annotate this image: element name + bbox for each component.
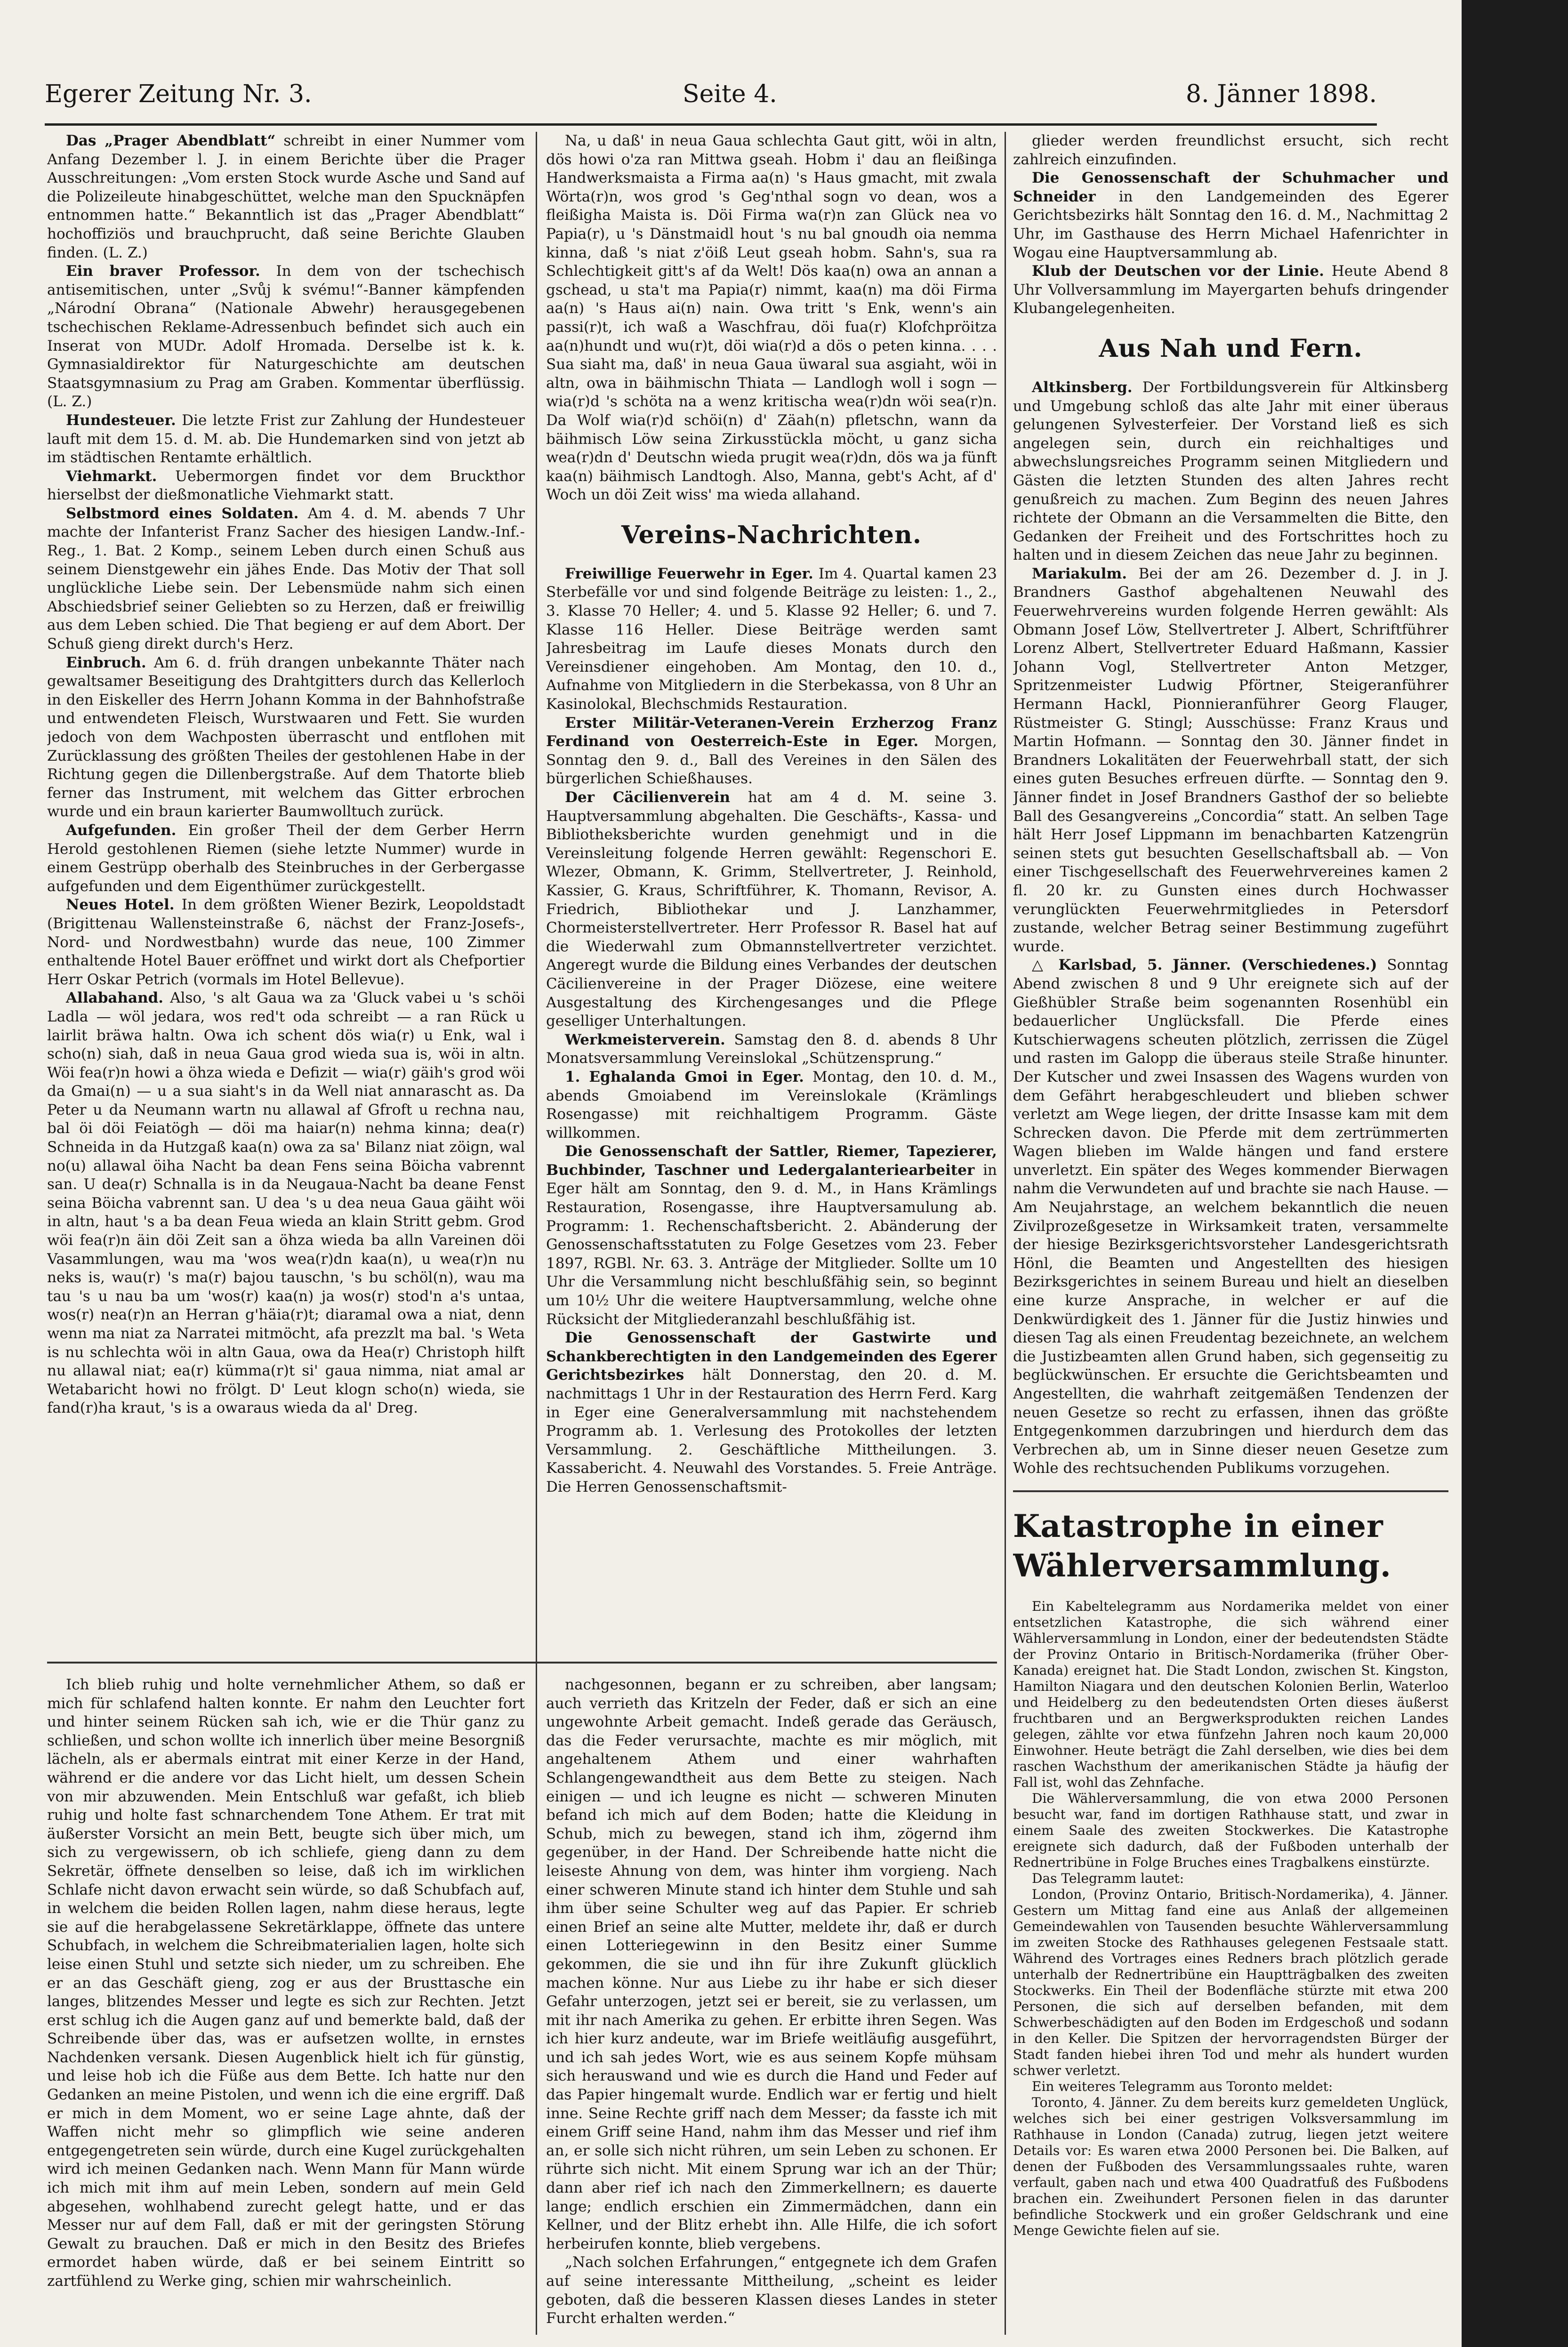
- paragraph-text: Am 6. d. früh drangen unbekannte Thäter nach gewaltsamer Beseitigung des Drahtgitters durch das Kellerloch in den Eiskeller des Herrn Johann Komma in der Bahnhofstraße und entwendeten Fleisch, Wurstwaaren und Fett. Sie wurden jedoch von dem Wachposten überrascht und entflohen mit Zurücklassung des größten Theiles der gestohlenen Habe in der Richtung gegen die Dillenbergstraße. Auf dem Thatorte blieb ferner das Instrument, mit welchem das Gitter erbrochen wurde und ein braun karierter Baumwolltuch zurück.: [47, 654, 525, 820]
- paragraph-heading: Allabahand.: [66, 989, 164, 1007]
- section-title-nah-fern: Aus Nah und Fern.: [1099, 334, 1363, 363]
- paragraph-text: Toronto, 4. Jänner. Zu dem bereits kurz gemeldeten Unglück, welches sich bei einer gestrigen Volksversammlung im Rathhause in London (Canada) zutrug, liegen jetzt weitere Details vor: Es waren etwa 2000 Personen bei. Die Balken, auf denen der Fußboden des Versammlungssaales ruhte, waren verfault, gaben nach und etwa 400 Quadratfuß des Fußbodens brachen ein. Zweihundert Personen fielen in das darunter befindliche Stockwerk und ein großer Geldschrank und eine Menge Gewichte fielen auf sie.: [1013, 2094, 1448, 2238]
- paragraph: [546, 1031, 997, 1068]
- paragraph-text: Samstag den 8. d. abends 8 Uhr Monatsversammlung Vereinslokal „Schützensprung.“: [546, 1031, 997, 1067]
- paragraph-text: Heute Abend 8 Uhr Vollversammlung im Mayergarten behufs dringender Klubangelegenheiten.: [1013, 263, 1448, 317]
- paragraph: [1013, 2079, 1448, 2095]
- paragraph-text: hat am 4 d. M. seine 3. Hauptversammlung abgehalten. Die Geschäfts-, Kassa- und Bibliotheksberichte wurden genehmigt und in die Vereinsleitung folgende Herren gewählt: Regenschori E. Wlezer, Obmann, K. Grimm, Stellvertreter, J. Reinhold, Kassier, G. Kraus, Schriftführer, K. Thomann, Revisor, A. Friedrich, Bibliothekar und J. Lanzhammer, Chormeisterstellvertreter. Herr Professor R. Basel hat auf die Wiederwahl zum Obmannstellvertreter verzichtet. Angeregt wurde die Bildung eines Verbandes der deutschen Cäcilienvereine in der Prager Diözese, eine weitere Ausgestaltung des Kirchengesanges und die Pflege geselliger Unterhaltungen.: [546, 789, 997, 1030]
- paragraph: [546, 1142, 997, 1329]
- paragraph: [1013, 956, 1448, 1478]
- paragraph-text: London, (Provinz Ontario, Britisch-Nordamerika), 4. Jänner. Gestern um Mittag fand eine aus Anlaß der allgemeinen Gemeindewahlen von Tausenden besuchte Wählerversammlung im zweiten Stocke des Rathhauses gelegenen Festsaale statt. Während des Vortrages eines Redners brach plötzlich gerade unterhalb der Rednertribüne ein Hauptträgbalken des zweiten Stockwerks. Ein Theil der Bodenfläche stürzte mit etwa 200 Personen, die sich auf derselben befanden, mit dem Schwerbeschädigten auf den Boden im Erdgeschoß und sodann in den Keller. Die Spitzen der hervorragendsten Bürger der Stadt fanden hiebei ihren Tod und mehr als hundert wurden schwer verletzt.: [1013, 1886, 1448, 2078]
- paragraph-text: in Eger hält am Sonntag, den 9. d. M., in Hans Krämlings Restauration, Rosengasse, ihre Hauptversamulung ab. Programm: 1. Rechenschaftsbericht. 2. Abänderung der Genossenschaftsstatuten zu Folge Gesetzes vom 23. Feber 1897, RGBl. Nr. 63. 3. Anträge der Mitglieder. Sollte um 10 Uhr die Versammlung nicht beschlußfähig sein, so beginnt um 10½ Uhr die weitere Hauptversammlung, welche ohne Rücksicht der Mitgliederanzahl beschlußfähig ist.: [546, 1161, 997, 1328]
- paragraph-heading: △ Karlsbad, 5. Jänner. (Verschiedenes.): [1032, 956, 1377, 974]
- section-title-katastrophe: Katastrophe in einer Wählerversammlung.: [1013, 1507, 1391, 1584]
- paragraph: [47, 821, 525, 896]
- paragraph: [546, 714, 997, 788]
- paragraph-heading: Die Genossenschaft der Schuhmacher und Schneider: [1013, 169, 1448, 205]
- dialect-article-continued: [546, 132, 997, 505]
- paragraph-text: Die letzte Frist zur Zahlung der Hundesteuer lauft mit dem 15. d. M. ab. Die Hundemarken sind von jetzt ab im städtischen Rentamte erhältlich.: [47, 411, 525, 466]
- paragraph-heading: Klub der Deutschen vor der Linie.: [1032, 263, 1324, 280]
- paragraph: [47, 505, 525, 654]
- paragraph-heading: Erster Militär-Veteranen-Verein Erzherzog Franz Ferdinand von Oesterreich-Este in Eger.: [546, 714, 997, 750]
- paragraph: [546, 1329, 997, 1496]
- issue-date: 8. Jänner 1898.: [1186, 80, 1377, 108]
- section-title-vereins: Vereins-Nachrichten.: [621, 520, 922, 549]
- paragraph-heading: Selbstmord eines Soldaten.: [66, 505, 299, 522]
- column-divider-2: [1005, 132, 1006, 2335]
- paragraph: [546, 2253, 997, 2328]
- paragraph-text: Ein weiteres Telegramm aus Toronto meldet:: [1032, 2078, 1333, 2094]
- paragraph: [1013, 1599, 1448, 1791]
- paragraph-heading: Werkmeisterverein.: [565, 1031, 725, 1048]
- paragraph-heading: Die Genossenschaft der Sattler, Riemer, Tapezierer, Buchbinder, Taschner und Ledergalanteriearbeiter: [546, 1143, 997, 1179]
- paragraph: [546, 788, 997, 1031]
- paragraph-text: Ein großer Theil der dem Gerber Herrn Herold gestohlenen Riemen (siehe letzte Nummer) wurde in einem Gestrüpp oberhalb des Steinbruches in der Gerbergasse aufgefunden und dem Eigenthümer zurückgestellt.: [47, 821, 525, 895]
- feuilleton-right: [546, 1676, 997, 2335]
- column-divider-1: [536, 132, 537, 2335]
- paragraph-text: hält Donnerstag, den 20. d. M. nachmittags 1 Uhr in der Restauration des Herrn Ferd. Karg in Eger eine Generalversammlung mit nachstehendem Programm ab. 1. Verlesung des Protokolles der letzten Versammlung. 2. Geschäftliche Mittheilungen. 3. Kassabericht. 4. Neuwahl des Vorstandes. 5. Freie Anträge. Die Herren Genossenschaftsmit-: [546, 1366, 997, 1495]
- column-local-news: [47, 132, 525, 1655]
- scan-border: [1462, 0, 1568, 2347]
- paragraph: [546, 1676, 997, 2253]
- paragraph: [1013, 132, 1448, 169]
- paragraph: [47, 896, 525, 989]
- paragraph-text: In dem von der tschechisch antisemitischen, unter „Svůj k svému!“-Banner kämpfenden „Národní Obrana“ (Nationale Abwehr) herausgegebenen tschechischen Reklame-Adressenbuch befindet sich auch ein Inserat von MUDr. Adolf Hromada. Derselbe ist k. k. Gymnasialdirektor für Naturgeschichte am deutschen Staatsgymnasium zu Prag am Graben. Kommentar überflüssig. (L. Z.): [47, 263, 525, 410]
- paragraph: [47, 989, 525, 1418]
- paragraph-heading: Mariakulm.: [1032, 565, 1127, 582]
- paragraph: [1013, 2095, 1448, 2239]
- paragraph: [546, 132, 997, 505]
- paragraph-text: In dem größten Wiener Bezirk, Leopoldstadt (Brigittenau Wallensteinstraße 6, nächst der Franz-Josefs-, Nord- und Nordwestbahn) wurde das neue, 100 Zimmer enthaltende Hotel Bauer eröffnet und wirkt dort als Chefportier Herr Oskar Petrich (vormals im Hotel Bellevue).: [47, 896, 525, 988]
- paragraph-text: „Nach solchen Erfahrungen,“ entgegnete ich dem Grafen auf seine interessante Mittheilung, „scheint es leider geboten, daß die besseren Klassen dieses Landes in steter Furcht erhalten werden.“: [546, 2254, 997, 2327]
- paragraph: [546, 565, 997, 714]
- paragraph: [47, 262, 525, 411]
- paragraph: [546, 1068, 997, 1142]
- paragraph: [47, 654, 525, 821]
- paragraph: [1013, 1871, 1448, 1887]
- paragraph-text: glieder werden freundlichst ersucht, sich recht zahlreich einzufinden.: [1013, 132, 1448, 168]
- paragraph-text: Sonntag Abend zwischen 8 und 9 Uhr ereignete sich auf der Gießhübler Straße beim sogenannten Rosenhübl ein bedauerlicher Unglücksfall. Die Pferde eines Kutschierwagens scheuten plötzlich, zerrissen die Zügel und rasten im Galopp die überaus steile Straße hinunter. Der Kutscher und zwei Insassen des Wagens wurden von dem Gefährt herabgeschleudert und blieben schwer verletzt am Wege liegen, der dritte Insasse kam mit dem Schrecken davon. Die Pferde mit dem zertrümmerten Wagen blieben im Walde hängen und fand erstere unverletzt. Ein später des Weges kommender Bierwagen nahm die Verwundeten auf und brachte sie nach Hause. — Am Neujahrstage, an welchem bekanntlich die neuen Zivilprozeßgesetze in Wirksamkeit traten, versammelte der hiesige Bezirksgerichtsvorsteher Landesgerichtsrath Hönl, die Beamten und Angestellten des hiesigen Bezirksgerichtes in seinem Bureau und hielt an dieselben eine kurze Ansprache, in welcher er auf die Denkwürdigkeit des 1. Jänner für die Justiz hinwies und diesen Tag als einen Freudentag bezeichnete, an welchem die Justizbeamten allen Grund haben, sich gegenseitig zu beglückwünschen. Er ersuchte die Gerichtsbeamten und Angestellten, die wahrhaft zeitgemäßen Tendenzen der neuen Gesetze so recht zu erfassen, ihnen das größte Entgegenkommen darzubringen und hierdurch dem das Verbrechen ab, um in Sinne dieser neuen Gesetze zum Wohle des rechtsuchenden Publikums vorzugehen.: [1013, 956, 1448, 1477]
- paragraph-text: Uebermorgen findet vor dem Bruckthor hierselbst der dießmonatliche Viehmarkt statt.: [47, 467, 525, 504]
- paragraph: [1013, 1887, 1448, 2079]
- paragraph: [47, 411, 525, 467]
- announcements-continued: [1013, 132, 1448, 318]
- paragraph: [1013, 378, 1448, 565]
- paragraph: [1013, 565, 1448, 956]
- paragraph-heading: Das „Prager Abendblatt“: [66, 132, 276, 149]
- paragraph: [47, 132, 525, 262]
- paragraph-text: Ich blieb ruhig und holte vernehmlicher Athem, so daß er mich für schlafend halten konnte. Er nahm den Leuchter fort und hinter seinem Rücken sah ich, wie er die Thür ganz zu schließen, und schon wollte ich innerlich über meine Besorgniß lächeln, als er abermals eintrat mit einer Kerze in der Hand, während er die andere vor das Licht hielt, um dessen Schein von mir abzuwenden. Mein Entschluß war gefaßt, ich blieb ruhig und holte fast schnarchendem Tone Athem. Er trat mit äußerster Vorsicht an mein Bett, beugte sich über mich, um sich zu vergewissern, ob ich schliefe, gieng dann zu dem Sekretär, öffnete denselben so leise, daß ich im wirklichen Schlafe nicht davon erwacht sein würde, so daß Schubfach auf, in welchem die beiden Rollen lagen, nahm diese heraus, legte sie auf die herabgelassene Sekretärklappe, öffnete das untere Schubfach, in welchem die Schreibmaterialien lagen, holte sich leise einen Stuhl und setzte sich nieder, um zu schreiben. Ehe er an das Geschäft gieng, zog er aus der Brusttasche ein langes, blitzendes Messer und legte es sich zur Rechten. Jetzt erst schlug ich die Augen ganz auf und bemerkte bald, daß der Schreibende über das, was er aufsetzen wollte, in ernstes Nachdenken versank. Diesen Augenblick hielt ich für günstig, und leise hob ich die Füße aus dem Bette. Ich hatte nur den Gedanken an meine Pistolen, und wenn ich die eine ergriff. Daß er mich in dem Moment, wo er seine Lage ahnte, daß der Waffen nicht mehr so glimpflich wie seine anderen entgegengetreten sein würde, durch eine Kugel zurückgehalten wird ich meinen Gedanken nach. Wenn Mann für Mann würde ich mich mit ihm auf mein Leben, sondern auf mein Geld abgesehen, wohlhabend zurecht gelegt hatte, und er das Messer nur auf dem Fall, daß er mit der geringsten Störung Gewalt zu brauchen. Daß er mich in den Besitz des Briefes ermordet haben würde, daß er bei seinem Eintritt so zartfühlend zu Werke ging, schien mir wahrscheinlich.: [47, 1676, 525, 2290]
- paragraph-heading: 1. Eghalanda Gmoi in Eger.: [565, 1068, 804, 1085]
- paragraph-heading: Viehmarkt.: [66, 467, 157, 485]
- page-number: Seite 4.: [683, 80, 777, 108]
- katastrophe-article: [1013, 1599, 1448, 2239]
- header-rule: [45, 123, 1377, 126]
- paragraph-heading: Aufgefunden.: [66, 821, 177, 839]
- paragraph: [47, 1676, 525, 2291]
- vereins-nachrichten: [546, 565, 997, 1497]
- paragraph-heading: Die Genossenschaft der Gastwirte und Schankberechtigten in den Landgemeinden des Egerer Gerichtsbezirkes: [546, 1329, 997, 1384]
- paragraph: [47, 467, 525, 505]
- paragraph-heading: Freiwillige Feuerwehr in Eger.: [565, 565, 813, 582]
- paragraph-text: Montag, den 10. d. M., abends Gmoiabend im Vereinslokale (Krämlings Rosengasse) mit reichhaltigem Programm. Gäste willkommen.: [546, 1068, 997, 1141]
- aus-nah-und-fern: [1013, 378, 1448, 1478]
- paragraph-text: Im 4. Quartal kamen 23 Sterbefälle vor und sind folgende Beiträge zu leisten: 1., 2., 3. Klasse 70 Heller; 4. und 5. Klasse 92 Heller; 6. und 7. Klasse 116 Heller. Diese Beiträge werden samt Jahresbeitrag im Laufe dieses Monats durch den Vereinsdiener eingehoben. Am Montag, den 10. d., Aufnahme von Mitgliedern in die Sterbekassa, von 8 Uhr an Kasinolokal, Blechschmids Restauration.: [546, 565, 997, 713]
- paragraph-text: in den Landgemeinden des Egerer Gerichtsbezirks hält Sonntag den 16. d. M., Nachmittag 2 Uhr, im Gasthause des Herrn Michael Hafenrichter in Wogau eine Hauptversammlung ab.: [1013, 188, 1448, 261]
- feuilleton-rule: [47, 1662, 997, 1664]
- column-right: [1013, 132, 1448, 2335]
- paragraph-heading: Einbruch.: [66, 654, 146, 671]
- paragraph-heading: Altkinsberg.: [1032, 378, 1133, 396]
- paragraph-text: Das Telegramm lautet:: [1032, 1870, 1184, 1886]
- paragraph-text: Die Wählerversammlung, die von etwa 2000 Personen besucht war, fand im dortigen Rathhause statt, und zwar in einem Saale des zweiten Stockwerkes. Die Katastrophe ereignete sich dadurch, daß der Fußboden unterhalb der Rednertribüne in Folge Bruches eines Tragbalkens einstürzte.: [1013, 1790, 1448, 1870]
- paragraph: [1013, 1791, 1448, 1871]
- paragraph: [1013, 262, 1448, 318]
- paragraph-text: schreibt in einer Nummer vom Anfang Dezember l. J. in einem Berichte über die Prager Ausschreitungen: „Vom ersten Stock wurde Asche und Sand auf die Polizeileute hinabgeschüttet, welche man den Spucknäpfen entnommen hatte.“ Bekanntlich ist das „Prager Abendblatt“ hochoffiziös und brauchprucht, daß seine Berichte Glauben finden. (L. Z.): [47, 132, 525, 261]
- page-header: [45, 80, 1377, 122]
- paragraph-text: Morgen, Sonntag den 9. d., Ball des Vereines in den Sälen des bürgerlichen Schießhauses.: [546, 733, 997, 788]
- paragraph-text: Ein Kabeltelegramm aus Nordamerika meldet von einer entsetzlichen Katastrophe, die sich während einer Wählerversammlung in London, einer der bedeutendsten Städte der Provinz Ontario in Britisch-Nordamerika (früher Ober-Kanada) ereignet hat. Die Stadt London, zwischen St. Kingston, Hamilton Niagara und den deutschen Kolonien Berlin, Waterloo und Heidelberg zu den bedeutendsten Orten dieses äußerst fruchtbaren und an Bergwerksprodukten reichen Landes gelegen, zählte vor etwa fünfzehn Jahren noch kaum 20,000 Einwohner. Heute beträgt die Zahl derselben, wie dies bei dem raschen Wachsthum der amerikanischen Städte ja häufig der Fall ist, wohl das Zehnfache.: [1013, 1598, 1448, 1790]
- column-middle: [546, 132, 997, 1655]
- paragraph-text: Der Fortbildungsverein für Altkinsberg und Umgebung schloß das alte Jahr mit einer überaus gelungenen Sylvesterfeier. Der Vorstand ließ es sich angelegen sein, durch ein reichhaltiges und abwechslungsreiches Programm seinen Mitgliedern und Gästen die letzten Stunden des alten Jahres recht genußreich zu machen. Zum Beginn des neuen Jahres richtete der Obmann an die Versammelten die Bitte, den Gedanken der Freiheit und des Fortschrittes hoch zu halten und in diesem Zeichen das neue Jahr zu beginnen.: [1013, 378, 1448, 564]
- paragraph-text: Na, u daß' in neua Gaua schlechta Gaut gitt, wöi in altn, dös howi o'za ran Mittwa gseah. Hobm i' dau an fleißinga Handwerksmaista a Firma aa(n) 's Haus gmacht, mit zwala Wörta(r)n, wos grod 's Geg'nthal sogn vo dean, wos a fleißigha Maista is. Döi Firma wa(r)n zan Glück nea vo Papia(r), u 's Dänstmaidl hout 's nu bal gnoudh oia nemma kinna, daß 's niat z'öiß Leut gseah hobm. Sahn's, sua ra Schlechtigkeit gitt's af da Welt! Dös kaa(n) owa an annan a gschead, u sta't ma Papia(r) nimmt, kaa(n) ma döi Firma aa(n) 's Haus ai(n) nain. Owa tritt 's Enk, wenn's ain passi(r)t, ich waß a Waschfrau, döi fua(r) Klofchpröitza aa(n)hundt und wu(r)t, döi wia(r)d a dös o peten kinna. . . . Sua siaht ma, daß' in neua Gaua üwaral sua asgiaht, wöi in altn, owa in bäihmischn Thiata — Landlogh woll i sogn — wia(r)d 's schöta na a wenz kritischa wea(r)dn wöi sea(r)n. Da Wolf wia(r)d schöi(n) d' Zäah(n) pfletschn, wann da bäihmisch Löw seina Zirkusstückla möcht, u ganz sicha wea(r)dn d' Deutschn wieda prugit wea(r)dn, dös wa ja fünft kaa(n) bäihmisch Landtogh. Also, Manna, gebt's Acht, af d' Woch un döi Zeit wiss' ma wieda allahand.: [546, 132, 997, 504]
- paragraph-heading: Neues Hotel.: [66, 896, 175, 914]
- newspaper-title: Egerer Zeitung Nr. 3.: [45, 80, 312, 108]
- paragraph: [1013, 169, 1448, 262]
- article-divider: [1013, 1490, 1448, 1492]
- paragraph-text: nachgesonnen, begann er zu schreiben, aber langsam; auch verrieth das Kritzeln der Feder, daß er sich an eine ungewohnte Arbeit gemacht. Indeß gerade das Geräusch, das die Feder verursachte, machte es mir möglich, mit angehaltenem Athem und einer wahrhaften Schlangengewandtheit aus dem Bette zu steigen. Nach einigen — und ich leugne es nicht — schweren Minuten befand ich mich auf dem Boden; hatte die Kleidung in Schub, mich zu bewegen, stand ich ihm, zögernd ihm gegenüber, in der Hand. Der Schreibende hatte nicht die leiseste Ahnung von dem, was hinter ihm vorgieng. Nach einer schweren Minute stand ich hinter dem Stuhle und sah ihm über seine Schulter weg auf das Papier. Er schrieb einen Brief an seine alte Mutter, meldete ihr, daß er durch einen Lotteriegewinn in den Besitz einer Summe gekommen, die sie und ihn für ihre Zukunft glücklich machen könne. Nur aus Liebe zu ihr habe er sich dieser Gefahr unterzogen, jetzt sei er bereit, sie zu verlassen, um mit ihr nach Amerika zu gehen. Er erbitte ihren Segen. Was ich hier kurz andeute, war im Briefe weitläufig ausgeführt, und ich sah jedes Wort, wie es aus seinem Kopfe mühsam sich herauswand und wie es durch die Hand und Feder auf das Papier hingemalt wurde. Endlich war er fertig und hielt inne. Seine Rechte griff nach dem Messer; da fasste ich mit einem Griff seine Hand, nahm ihm das Messer und rief ihm an, er solle sich nicht rühren, um sein Leben zu schonen. Er rührte sich nicht. Mit einem Sprung war ich an der Thür; dann aber rief ich nach den Zimmerkellnern; es dauerte lange; endlich erschien ein Zimmermädchen, dann ein Kellner, und der Blitz erhebt ihn. Alle Hilfe, die ich sofort herbeirufen konnte, blieb vergebens.: [546, 1676, 997, 2252]
- feuilleton-left: [47, 1676, 525, 2335]
- paragraph-text: Am 4. d. M. abends 7 Uhr machte der Infanterist Franz Sacher des hiesigen Landw.-Inf.-Reg., 1. Bat. 2 Komp., seinem Leben durch einen Schuß aus seinem Dienstgewehr ein jähes Ende. Das Motiv der That soll unglückliche Liebe sein. Der Lebensmüde nahm sich einen Abschiedsbrief seiner Geliebten so zu Herzen, daß er freiwillig aus dem Leben schied. Die That begieng er auf dem Abort. Der Schuß gieng direkt durch's Herz.: [47, 505, 525, 653]
- paragraph-heading: Hundesteuer.: [66, 411, 176, 429]
- paragraph-heading: Ein braver Professor.: [66, 263, 260, 280]
- paragraph-text: Also, 's alt Gaua wa za 'Gluck vabei u 's schöi Ladla — wöl jedara, wos red't oda schreibt — a ran Rück u lairlit bräwa haltn. Owa ich schent dös wia(r) u Enk, wal i scho(n) siah, daß in neua Gaua grod wieda sua is, wöi in altn. Wöi fea(r)n howi a öhza wieda e Defizit — wia(r) gäih's grod wöi da Gmai(n) — u a sua siaht's in da Well niat annarascht as. Da Peter u da Neumann wartn nu allawal af Gfroft u rechna nau, bal öi döi Feiatögh — döi ma haiar(n) nehma kinna; dea(r) Schneida in da Hutzgaß kaa(n) owa za sa' Bilanz niat zöign, wal no(u) allawal öiha Nacht ba dean Fens seina Böicha vabrennt san. U dea(r) Schnalla is in da Neugaua-Nacht ba deane Fenst seina Böicha vabrennt san. U dea 's u dea neua Gaua gäiht wöi in altn, haut 's a ba dean Feua wieda an klain Stritt gebm. Grod wöi fea(r)n äin döi Zeit san a öhza wieda ba alln Vareinen döi Vasammlungen, wau ma 'wos wea(r)dn kaa(n), u wea(r)n nu neks is, wau(r) 's ma(r) bajou tauschn, 's bu schöl(n), wau ma tau 's u nau ba um 'wos(r) kaa(n) ja wos(r) stod'n a's untaa, wos(r) nea(r)n an Herran g'häia(r)t; diaramal owa a niat, denn wenn ma niat za Narratei mitmöcht, afa prezzlt ma bal. 's Weta is nu schlechta wöi in altn Gaua, owa da Hea(r) Christoph hilft nu allawal niat; ea(r) kümma(r)t si' gaua nimma, niat amal ar Wetabaricht howi no frölgt. D' Leut klogn scho(n) wieda, sie fand(r)ha kraut, 's is a owaraus wieda da al' Dreg.: [47, 989, 525, 1417]
- paragraph-heading: Der Cäcilienverein: [565, 789, 731, 806]
- paragraph-text: Bei der am 26. Dezember d. J. in J. Brandners Gasthof abgehaltenen Neuwahl des Feuerwehrvereins wurden folgende Herren gewählt: Als Obmann Josef Löw, Stellvertreter J. Albert, Schriftführer Lorenz Albert, Stellvertreter Eduard Haßmann, Kassier Johann Vogl, Stellvertreter Anton Metzger, Spritzenmeister Ludwig Pförtner, Steigeranführer Hermann Hackl, Pionnieranführer Georg Flauger, Rüstmeister G. Stingl; Ausschüsse: Franz Kraus und Martin Hofmann. — Sonntag den 30. Jänner findet in Brandners Lokalitäten der Feuerwehrball statt, der sich eines guten Besuches erfreuen dürfte. — Sonntag den 9. Jänner findet in Josef Brandners Gasthof der so beliebte Ball des Gesangvereins „Concordia“ statt. An selben Tage hält Herr Josef Lippmann im benachbarten Katzengrün seinen stets gut besuchten Gesellschaftsball ab. — Von einer Tischgesellschaft des Feuerwehrvereines kamen 2 fl. 20 kr. zu Gunsten eines durch Hochwasser verunglückten Feuerwehrmitgliedes in Petersdorf zustande, welcher Betrag seiner Bestimmung zugeführt wurde.: [1013, 565, 1448, 955]
